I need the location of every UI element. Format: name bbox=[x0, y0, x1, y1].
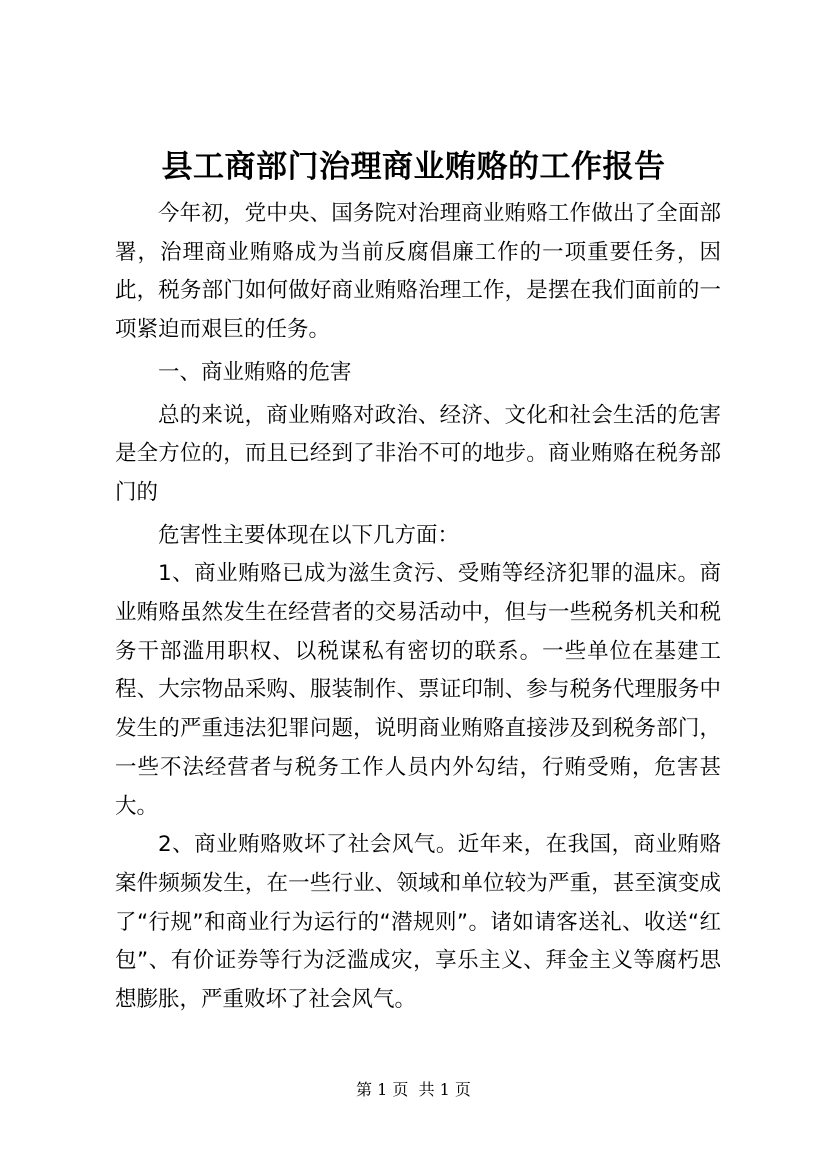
page-footer bbox=[0, 1079, 827, 1101]
section-heading-harm: 一、商业贿赂的危害 bbox=[158, 359, 352, 385]
document-title: 县工商部门治理商业贿赂的工作报告 bbox=[161, 149, 666, 185]
paragraph-point-2: 2、商业贿赂败坏了社会风气。近年来，在我国，商业贿赂案件频频发生，在一些行业、领域和单位较为严重，甚至演变成了“行规”和商业行为运行的“潜规则”。诸如请客送礼、收送“红包”、有价证券等行为泛滥成灾，享乐主义、拜金主义等腐朽思想膨胀，严重败坏了社会风气。 bbox=[115, 832, 721, 1013]
page-number-label: 第 1 页 共 1 页 bbox=[356, 1080, 471, 1099]
paragraph-aspects-intro: 危害性主要体现在以下几方面： bbox=[158, 522, 460, 548]
paragraph-intro: 今年初，党中央、国务院对治理商业贿赂工作做出了全面部署，治理商业贿赂成为当前反腐倡廉工作的一项重要任务，因此，税务部门如何做好商业贿赂治理工作，是摆在我们面前的一项紧迫而艰巨的任务。 bbox=[115, 201, 721, 343]
paragraph-overview: 总的来说，商业贿赂对政治、经济、文化和社会生活的危害是全方位的，而且已经到了非治不可的地步。商业贿赂在税务部门的 bbox=[115, 402, 721, 505]
document-body bbox=[115, 195, 721, 1020]
paragraph-point-1: 1、商业贿赂已成为滋生贪污、受贿等经济犯罪的温床。商业贿赂虽然发生在经营者的交易活动中，但与一些税务机关和税务干部滥用职权、以税谋私有密切的联系。一些单位在基建工程、大宗物品采购、服装制作、票证印制、参与税务代理服务中发生的严重违法犯罪问题，说明商业贿赂直接涉及到税务部门，一些不法经营者与税务工作人员内外勾结，行贿受贿，危害甚大。 bbox=[115, 561, 721, 819]
